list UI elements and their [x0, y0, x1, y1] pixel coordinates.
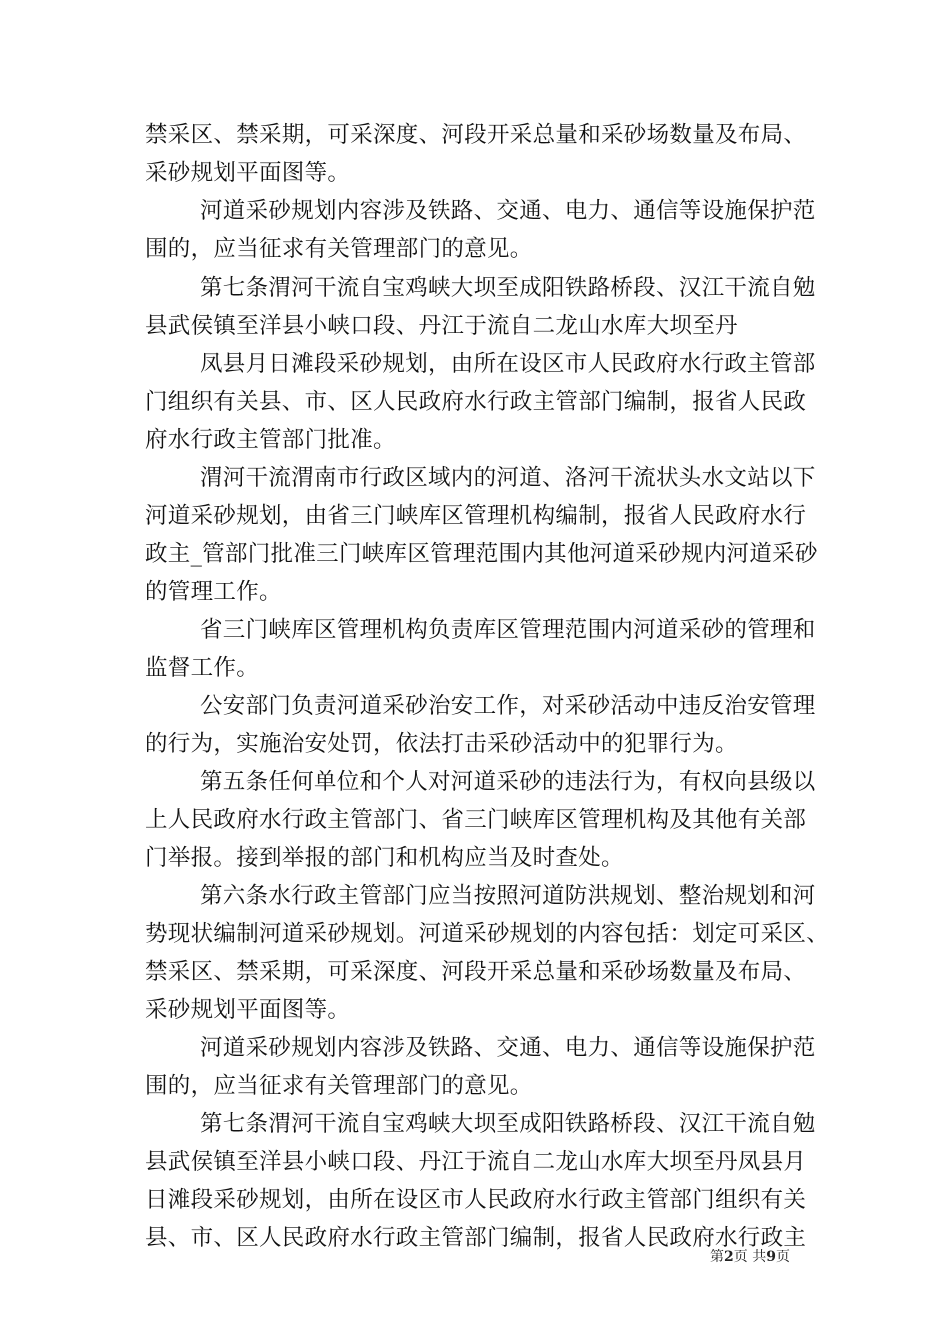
text-line: 门组织有关县、市、区人民政府水行政主管部门编制，报省人民政 — [145, 389, 807, 415]
text-line: 势现状编制河道采砂规划。河道采砂规划的内容包括：划定可采区、 — [145, 921, 830, 947]
text-line: 日滩段采砂规划，由所在设区市人民政府水行政主管部门组织有关 — [145, 1187, 807, 1213]
text-line: 第五条任何单位和个人对河道采砂的违法行为，有权向县级以 — [200, 769, 816, 795]
text-line: 河道采砂规划，由省三门峡库区管理机构编制，报省人民政府水行 — [145, 503, 807, 529]
text-line: 府水行政主管部门批准。 — [145, 427, 396, 453]
text-line: 省三门峡库区管理机构负责库区管理范围内河道采砂的管理和 — [200, 617, 816, 643]
text-line: 采砂规划平面图等。 — [145, 997, 351, 1023]
text-line: 县、市、区人民政府水行政主管部门编制，报省人民政府水行政主 — [145, 1225, 807, 1251]
text-line: 县武侯镇至洋县小峡口段、丹江于流自二龙山水库大坝至丹 — [145, 313, 738, 339]
text-line: 上人民政府水行政主管部门、省三门峡库区管理机构及其他有关部 — [145, 807, 807, 833]
text-line: 的管理工作。 — [145, 579, 282, 605]
text-line: 禁采区、禁采期，可采深度、河段开采总量和采砂场数量及布局、 — [145, 122, 807, 148]
text-line: 河道采砂规划内容涉及铁路、交通、电力、通信等设施保护范 — [200, 1035, 816, 1061]
text-line: 禁采区、禁采期，可采深度、河段开采总量和采砂场数量及布局、 — [145, 959, 807, 985]
text-line: 围的，应当征求有关管理部门的意见。 — [145, 236, 533, 262]
text-line: 门举报。接到举报的部门和机构应当及时查处。 — [145, 845, 624, 871]
footer-suffix: 页 — [775, 1249, 790, 1265]
text-line: 渭河干流渭南市行政区域内的河道、洛河干流状头水文站以下 — [200, 465, 816, 491]
footer-page-number: 2 — [724, 1249, 734, 1265]
footer-middle: 页 共 — [733, 1249, 767, 1265]
text-line: 第七条渭河干流自宝鸡峡大坝至成阳铁路桥段、汉江干流自勉 — [200, 275, 816, 301]
footer-total-pages: 9 — [766, 1249, 776, 1265]
text-line: 第六条水行政主管部门应当按照河道防洪规划、整治规划和河 — [200, 883, 816, 909]
text-line: 凤县月日滩段采砂规划，由所在设区市人民政府水行政主管部 — [200, 351, 816, 377]
text-line: 的行为，实施治安处罚，依法打击采砂活动中的犯罪行为。 — [145, 731, 738, 757]
page-footer — [710, 1248, 790, 1266]
text-line: 河道采砂规划内容涉及铁路、交通、电力、通信等设施保护范 — [200, 198, 816, 224]
text-line: 政主_管部门批准三门峡库区管理范围内其他河道采砂规内河道采砂 — [145, 541, 818, 567]
text-line: 围的，应当征求有关管理部门的意见。 — [145, 1073, 533, 1099]
footer-prefix: 第 — [710, 1249, 724, 1265]
text-line: 第七条渭河干流自宝鸡峡大坝至成阳铁路桥段、汉江干流自勉 — [200, 1111, 816, 1137]
text-line: 监督工作。 — [145, 655, 260, 681]
text-line: 公安部门负责河道采砂治安工作，对采砂活动中违反治安管理 — [200, 693, 816, 719]
text-line: 采砂规划平面图等。 — [145, 160, 351, 186]
text-line: 县武侯镇至洋县小峡口段、丹江于流自二龙山水库大坝至丹凤县月 — [145, 1149, 807, 1175]
